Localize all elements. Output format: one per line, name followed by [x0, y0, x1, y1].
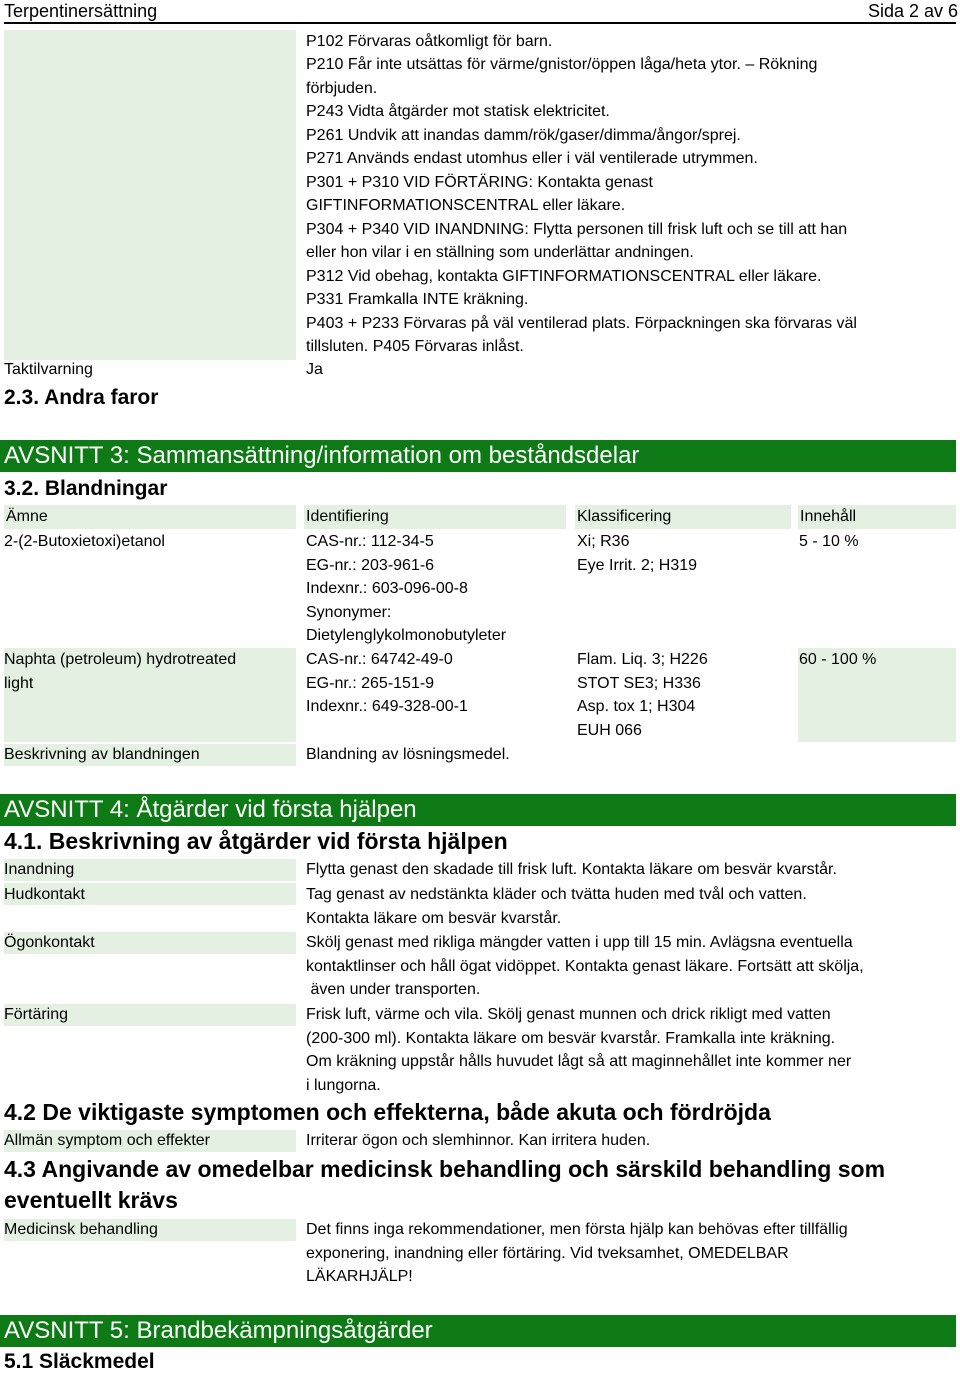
mixture-description-value: Blandning av lösningsmedel.: [306, 746, 510, 763]
section-5-heading: AVSNITT 5: Brandbekämpningsåtgärder: [0, 1315, 956, 1347]
header-divider: [4, 22, 956, 24]
content-range: 60 - 100 %: [799, 651, 877, 668]
mixture-description-label: Beskrivning av blandningen: [4, 746, 200, 763]
p-statement: P102 Förvaras oåtkomligt för barn.: [306, 32, 553, 50]
p-statement: P301 + P310 VID FÖRTÄRING: Kontakta genast: [306, 173, 653, 191]
identifier: Synonymer:: [306, 603, 392, 621]
subheading-4-3: 4.3 Angivande av omedelbar medicinsk behandling och särskild behandling som: [4, 1156, 886, 1182]
identifier: Dietylenglykolmonobutyleter: [306, 627, 507, 644]
classification: STOT SE3; H336: [577, 674, 701, 692]
p-statement: P312 Vid obehag, kontakta GIFTINFORMATIONSCENTRAL eller läkare.: [306, 267, 822, 285]
substance-name: light: [4, 674, 34, 692]
substance-name: Naphta (petroleum) hydrotreated: [4, 651, 237, 668]
document-title: Terpentinersättning: [4, 1, 158, 21]
tactile-warning-value: Ja: [306, 361, 323, 378]
tactile-warning-label: Taktilvarning: [4, 361, 93, 378]
p-statement: P210 Får inte utsättas för värme/gnistor/öppen låga/heta ytor. – Rökning: [306, 56, 818, 73]
symptoms-label: Allmän symptom och effekter: [4, 1132, 211, 1149]
eye-contact-label: Ögonkontakt: [4, 934, 95, 951]
p-statement: förbjuden.: [306, 79, 378, 97]
identifier: Indexnr.: 603-096-00-8: [306, 580, 468, 597]
eye-contact-text: kontaktlinser och håll ögat vidöppet. Kontakta genast läkare. Fortsätt att skölja,: [306, 957, 864, 975]
skin-contact-label: Hudkontakt: [4, 886, 85, 903]
section-4-heading: AVSNITT 4: Åtgärder vid första hjälpen: [0, 794, 956, 826]
subheading-5-1: 5.1 Släckmedel: [4, 1350, 155, 1373]
medical-treatment-text: exponering, inandning eller förtäring. Vid tveksamhet, OMEDELBAR: [306, 1244, 789, 1262]
content-range: 5 - 10 %: [799, 533, 859, 550]
p-statement: P271 Används endast utomhus eller i väl ventilerade utrymmen.: [306, 150, 758, 167]
classification: EUH 066: [577, 721, 642, 739]
p-statement: P243 Vidta åtgärder mot statisk elektricitet.: [306, 103, 610, 120]
p-statement: P331 Framkalla INTE kräkning.: [306, 291, 529, 308]
col-header-content: Innehåll: [798, 505, 956, 529]
ingestion-text: i lungorna.: [306, 1076, 381, 1094]
col-header-classification: Klassificering: [575, 505, 791, 529]
ingestion-text: (200-300 ml). Kontakta läkare om besvär kvarstår. Framkalla inte kräkning.: [306, 1029, 836, 1047]
p-statement: tillsluten. P405 Förvaras inlåst.: [306, 338, 524, 355]
identifier: EG-nr.: 203-961-6: [306, 556, 435, 574]
medical-treatment-text: LÄKARHJÄLP!: [306, 1268, 413, 1285]
subheading-4-3-cont: eventuellt krävs: [4, 1187, 178, 1213]
inhalation-label: Inandning: [4, 861, 75, 878]
p-statement: eller hon vilar i en ställning som underlättar andningen.: [306, 244, 694, 261]
eye-contact-text: även under transporten.: [306, 981, 481, 998]
section-3-heading: AVSNITT 3: Sammansättning/information om beståndsdelar: [0, 440, 956, 472]
identifier: CAS-nr.: 112-34-5: [306, 533, 434, 550]
skin-contact-text: Tag genast av nedstänkta kläder och tvätta huden med tvål och vatten.: [306, 886, 807, 903]
subheading-mixtures: 3.2. Blandningar: [4, 477, 168, 500]
col-header-substance: Ämne: [4, 505, 296, 529]
ingestion-text: Om kräkning uppstår hålls huvudet lågt så att maginnehållet inte kommer ner: [306, 1053, 852, 1070]
p-statement: P304 + P340 VID INANDNING: Flytta personen till frisk luft och se till att han: [306, 220, 848, 238]
inhalation-text: Flytta genast den skadade till frisk luft. Kontakta läkare om besvär kvarstår.: [306, 861, 837, 878]
p-statement: P261 Undvik att inandas damm/rök/gaser/dimma/ångor/sprej.: [306, 126, 741, 144]
classification: Flam. Liq. 3; H226: [577, 651, 708, 668]
identifier: EG-nr.: 265-151-9: [306, 674, 435, 692]
symptoms-text: Irriterar ögon och slemhinnor. Kan irritera huden.: [306, 1132, 651, 1149]
eye-contact-text: Skölj genast med rikliga mängder vatten i upp till 15 min. Avlägsna eventuella: [306, 934, 853, 951]
classification: Asp. tox 1; H304: [577, 698, 696, 715]
substance-name: 2-(2-Butoxietoxi)etanol: [4, 533, 165, 550]
subheading-other-hazards: 2.3. Andra faror: [4, 386, 159, 409]
medical-treatment-label: Medicinsk behandling: [4, 1221, 158, 1238]
identifier: CAS-nr.: 64742-49-0: [306, 651, 453, 668]
subheading-4-1: 4.1. Beskrivning av åtgärder vid första hjälpen: [4, 828, 508, 854]
medical-treatment-text: Det finns inga rekommendationer, men första hjälp kan behövas efter tillfällig: [306, 1221, 848, 1238]
identifier: Indexnr.: 649-328-00-1: [306, 698, 468, 715]
label-column-shade: [4, 30, 296, 360]
classification: Eye Irrit. 2; H319: [577, 556, 698, 574]
ingestion-text: Frisk luft, värme och vila. Skölj genast munnen och drick rikligt med vatten: [306, 1006, 831, 1023]
subheading-4-2: 4.2 De viktigaste symptomen och effekterna, både akuta och fördröjda: [4, 1099, 771, 1125]
p-statement: GIFTINFORMATIONSCENTRAL eller läkare.: [306, 197, 626, 214]
skin-contact-text: Kontakta läkare om besvär kvarstår.: [306, 909, 562, 927]
page-number: Sida 2 av 6: [867, 1, 958, 21]
ingestion-label: Förtäring: [4, 1006, 69, 1023]
p-statement: P403 + P233 Förvaras på väl ventilerad plats. Förpackningen ska förvaras väl: [306, 314, 857, 332]
col-header-identification: Identifiering: [304, 505, 566, 529]
classification: Xi; R36: [577, 533, 630, 550]
